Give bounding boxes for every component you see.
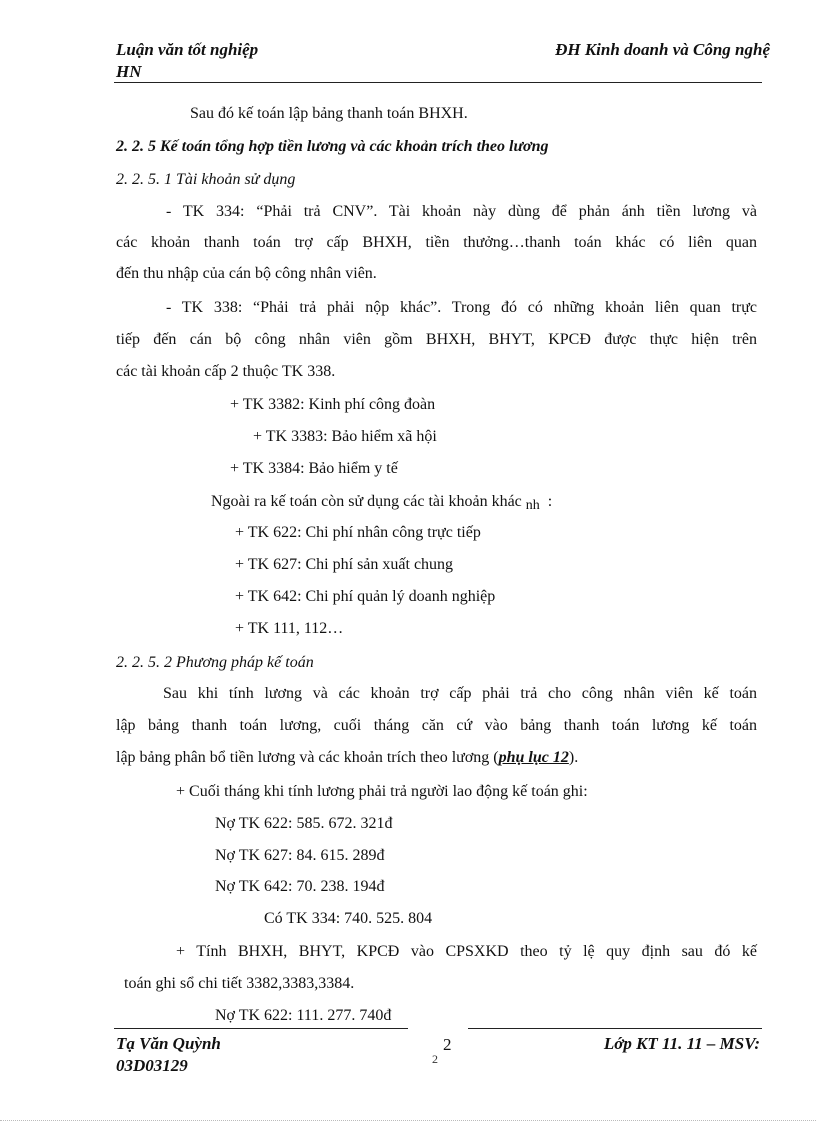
page-number: 2 [443, 1035, 452, 1054]
paragraph-line: lập bảng thanh toán lương, cuối tháng căn cứ vào bảng thanh toán lương kế toán [116, 717, 757, 734]
appendix-reference: phụ lục 12 [498, 749, 569, 766]
list-item: + TK 642: Chi phí quản lý doanh nghiệp [235, 588, 496, 605]
subsection-heading: 2. 2. 5. 2 Phương pháp kế toán [116, 654, 314, 671]
page-number-ghost: 2 [432, 1052, 438, 1066]
journal-entry: Nợ TK 622: 585. 672. 321đ [215, 815, 393, 832]
paragraph-line [211, 492, 552, 513]
footer-class: Lớp KT 11. 11 – MSV: [603, 1034, 760, 1053]
list-item: + TK 111, 112… [235, 620, 344, 637]
journal-entry: Nợ TK 627: 84. 615. 289đ [215, 847, 385, 864]
paragraph-line: các khoản thanh toán trợ cấp BHXH, tiền thưởng…thanh toán khác có liên quan [116, 234, 757, 251]
journal-entry: Nợ TK 622: 111. 277. 740đ [215, 1007, 392, 1024]
paragraph-colon: : [547, 493, 553, 510]
header-thesis-title: Luận văn tốt nghiệp [116, 40, 259, 59]
footer-rule-right [468, 1028, 762, 1029]
list-item: + TK 3384: Bảo hiểm y tế [230, 460, 398, 477]
journal-entry: Có TK 334: 740. 525. 804 [264, 910, 433, 927]
paragraph-line: + Cuối tháng khi tính lương phải trả người lao động kế toán ghi: [176, 783, 588, 800]
footer-rule-left [114, 1028, 408, 1029]
list-item: + TK 622: Chi phí nhân công trực tiếp [235, 524, 481, 541]
paragraph-line: - TK 338: “Phải trả phải nộp khác”. Trong đó có những khoản liên quan trực [166, 299, 757, 316]
header-university: ĐH Kinh doanh và Công nghệ [555, 40, 770, 59]
paragraph-line [116, 748, 578, 768]
list-item: + TK 627: Chi phí sản xuất chung [235, 556, 454, 573]
list-item: + TK 3382: Kinh phí công đoàn [230, 396, 436, 413]
paragraph-line: toán ghi sổ chi tiết 3382,3383,3384. [124, 975, 355, 992]
paragraph-text: ). [568, 749, 579, 766]
paragraph-text: Ngoài ra kế toán còn sử dụng các tài khoản khác [211, 493, 522, 510]
subsection-heading: 2. 2. 5. 1 Tài khoản sử dụng [116, 171, 296, 188]
paragraph-fragment: nh [525, 498, 540, 513]
paragraph-line: đến thu nhập của cán bộ công nhân viên. [116, 265, 377, 282]
header-thesis-title-continued: HN [116, 62, 142, 81]
page-bottom-border [0, 1120, 816, 1121]
section-heading: 2. 2. 5 Kế toán tổng hợp tiền lương và các khoản trích theo lương [116, 138, 549, 155]
footer-author: Tạ Văn Quỳnh [116, 1034, 221, 1053]
body-line: Sau đó kế toán lập bảng thanh toán BHXH. [190, 105, 468, 122]
paragraph-line: Sau khi tính lương và các khoản trợ cấp phải trả cho công nhân viên kế toán [163, 685, 757, 702]
paragraph-line: các tài khoản cấp 2 thuộc TK 338. [116, 363, 336, 380]
list-item: + TK 3383: Bảo hiểm xã hội [253, 428, 437, 445]
footer-student-id: 03D03129 [116, 1056, 188, 1075]
paragraph-line: + Tính BHXH, BHYT, KPCĐ vào CPSXKD theo tỷ lệ quy định sau đó kế [176, 943, 757, 960]
paragraph-line: - TK 334: “Phải trả CNV”. Tài khoản này dùng để phản ánh tiền lương và [166, 203, 757, 220]
header-rule [114, 82, 762, 83]
journal-entry: Nợ TK 642: 70. 238. 194đ [215, 878, 385, 895]
paragraph-text: lập bảng phân bổ tiền lương và các khoản trích theo lương ( [116, 749, 499, 766]
paragraph-line: tiếp đến cán bộ công nhân viên gồm BHXH, BHYT, KPCĐ được thực hiện trên [116, 331, 757, 348]
